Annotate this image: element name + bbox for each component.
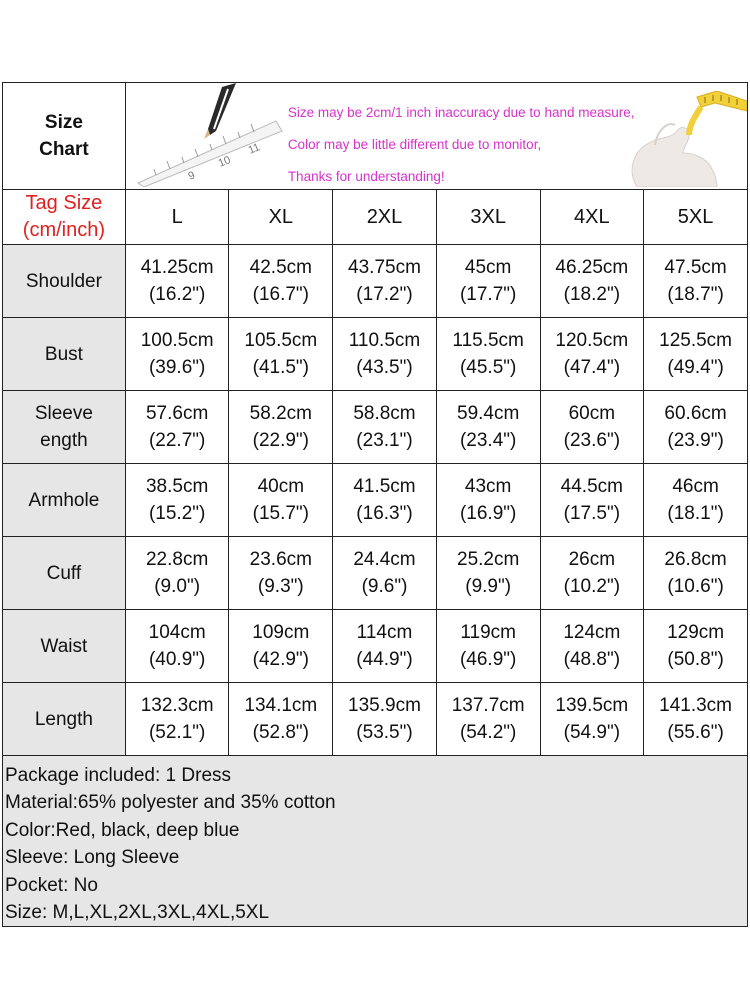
hand-measuring-tape-icon [597, 91, 747, 187]
measurement-cell: 119cm (46.9") [436, 610, 540, 683]
measurement-cell: 26.8cm (10.6") [644, 537, 748, 610]
measurement-cell: 43.75cm (17.2") [333, 245, 437, 318]
measurement-label: Shoulder [3, 245, 126, 318]
measurement-cell: 134.1cm (52.8") [229, 683, 333, 756]
measurement-cell: 46cm (18.1") [644, 464, 748, 537]
detail-line: Pocket: No [5, 874, 98, 896]
measurement-cell: 47.5cm (18.7") [644, 245, 748, 318]
notice-line: Thanks for understanding! [287, 169, 445, 184]
measurement-cell: 25.2cm (9.9") [436, 537, 540, 610]
size-header-row [3, 190, 748, 245]
measurement-cell: 137.7cm (54.2") [436, 683, 540, 756]
measurement-cell: 125.5cm (49.4") [644, 318, 748, 391]
measurement-cell: 105.5cm (41.5") [229, 318, 333, 391]
measurement-label: Bust [3, 318, 126, 391]
measurement-cell: 59.4cm (23.4") [436, 391, 540, 464]
measurement-cell: 45cm (17.7") [436, 245, 540, 318]
measurement-cell: 57.6cm (22.7") [125, 391, 229, 464]
measurement-cell: 109cm (42.9") [229, 610, 333, 683]
measurement-label: Waist [3, 610, 126, 683]
measurement-cell: 41.25cm (16.2") [125, 245, 229, 318]
size-header: XL [229, 190, 333, 245]
notice-banner [125, 83, 747, 190]
measurement-cell: 24.4cm (9.6") [333, 537, 437, 610]
notice-text [288, 97, 635, 190]
measurement-label: Sleeve ength [3, 391, 126, 464]
measurement-cell: 100.5cm (39.6") [125, 318, 229, 391]
detail-line: Package included: 1 Dress [5, 765, 232, 786]
banner-row [3, 83, 748, 190]
measurement-cell: 120.5cm (47.4") [540, 318, 644, 391]
detail-line: Sleeve: Long Sleeve [5, 847, 180, 869]
measurement-label: Armhole [3, 464, 126, 537]
measurement-cell: 58.8cm (23.1") [333, 391, 437, 464]
pencil-ruler-icon [136, 83, 286, 187]
size-header: 3XL [436, 190, 540, 245]
table-row [3, 245, 748, 318]
table-row [3, 537, 748, 610]
measurement-cell: 141.3cm (55.6") [644, 683, 748, 756]
notice-line: Size may be 2cm/1 inch inaccuracy due to hand measure, [287, 105, 635, 120]
measurement-cell: 40cm (15.7") [229, 464, 333, 537]
measurement-cell: 41.5cm (16.3") [333, 464, 437, 537]
measurement-cell: 23.6cm (9.3") [229, 537, 333, 610]
measurement-cell: 38.5cm (15.2") [125, 464, 229, 537]
measurement-cell: 115.5cm (45.5") [436, 318, 540, 391]
measurement-cell: 42.5cm (16.7") [229, 245, 333, 318]
size-header: 2XL [333, 190, 437, 245]
product-details [2, 756, 748, 927]
table-row [3, 464, 748, 537]
table-row [3, 610, 748, 683]
measurement-cell: 26cm (10.2") [540, 537, 644, 610]
size-chart-table [2, 82, 748, 756]
measurement-cell: 43cm (16.9") [436, 464, 540, 537]
measurement-label: Cuff [3, 537, 126, 610]
measurement-cell: 129cm (50.8") [644, 610, 748, 683]
measurement-cell: 60cm (23.6") [540, 391, 644, 464]
notice-line: Color may be little different due to monitor, [287, 137, 542, 152]
measurement-cell: 139.5cm (54.9") [540, 683, 644, 756]
size-header: L [125, 190, 229, 245]
measurement-cell: 46.25cm (18.2") [540, 245, 644, 318]
measurement-cell: 58.2cm (22.9") [229, 391, 333, 464]
size-header: 4XL [540, 190, 644, 245]
size-header: 5XL [644, 190, 748, 245]
measurement-label: Length [3, 683, 126, 756]
measurement-cell: 22.8cm (9.0") [125, 537, 229, 610]
detail-line: Color:Red, black, deep blue [5, 819, 240, 841]
detail-line: Material:65% polyester and 35% cotton [5, 792, 336, 814]
ruler-tick-label: 10 [216, 154, 233, 170]
tag-size-header: Tag Size (cm/inch) [3, 190, 126, 245]
size-chart-sheet [2, 82, 748, 932]
table-row [3, 391, 748, 464]
measurement-cell: 110.5cm (43.5") [333, 318, 437, 391]
measurement-cell: 44.5cm (17.5") [540, 464, 644, 537]
measurement-cell: 132.3cm (52.1") [125, 683, 229, 756]
table-row [3, 683, 748, 756]
ruler-tick-label: 9 [186, 169, 197, 183]
measurement-cell: 60.6cm (23.9") [644, 391, 748, 464]
ruler-tick-label: 11 [246, 141, 262, 157]
measurement-cell: 104cm (40.9") [125, 610, 229, 683]
measurement-cell: 114cm (44.9") [333, 610, 437, 683]
measurement-cell: 124cm (48.8") [540, 610, 644, 683]
detail-line: Size: M,L,XL,2XL,3XL,4XL,5XL [5, 902, 270, 924]
measurement-cell: 135.9cm (53.5") [333, 683, 437, 756]
size-chart-title: Size Chart [3, 83, 126, 190]
table-row [3, 318, 748, 391]
